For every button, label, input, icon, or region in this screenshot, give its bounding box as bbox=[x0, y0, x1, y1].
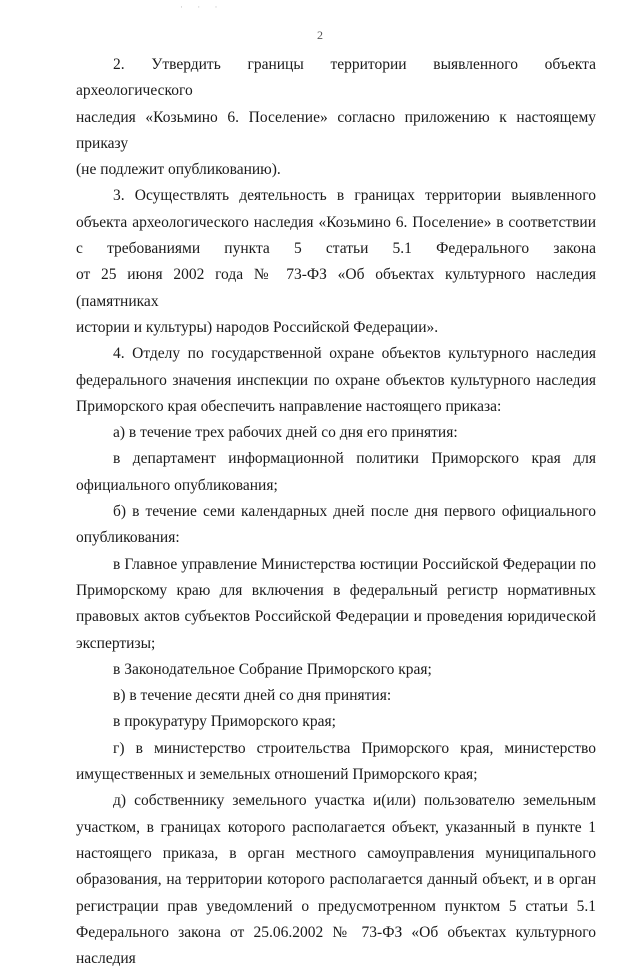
text-line: настоящего приказа, в орган местного самоуправления муниципального bbox=[76, 844, 596, 862]
text-line: 2. Утвердить границы территории выявленного объекта археологического bbox=[76, 56, 596, 100]
text-line: а) в течение трех рабочих дней со дня его принятия: bbox=[113, 424, 458, 442]
text-line: экспертизы; bbox=[76, 634, 156, 652]
text-line: регистрации прав уведомлений о предусмотренном пунктом 5 статьи 5.1 bbox=[76, 897, 596, 915]
text-line: Приморскому краю для включения в федеральный регистр нормативных bbox=[76, 581, 596, 599]
text-line: Федерального закона от 25.06.2002 № 73-ФЗ «Об объектах культурного наследия bbox=[76, 923, 596, 968]
text-line: в прокуратуру Приморского края; bbox=[113, 713, 336, 731]
text-line: в Главное управление Министерства юстиции Российской Федерации по bbox=[113, 555, 596, 573]
text-line: (не подлежит опубликованию). bbox=[76, 161, 281, 179]
scan-marks: · · · bbox=[180, 2, 224, 12]
text-line: объекта археологического наследия «Козьмино 6. Поселение» в соответствии bbox=[76, 213, 596, 231]
text-line: в Законодательное Собрание Приморского края; bbox=[113, 660, 432, 678]
text-line: г) в министерство строительства Приморского края, министерство bbox=[113, 739, 596, 757]
paragraph-p4 bbox=[76, 341, 596, 420]
text-line: наследия «Козьмино 6. Поселение» согласно приложению к настоящему приказу bbox=[76, 108, 596, 152]
page-number: 2 bbox=[317, 28, 323, 42]
text-line: от 25 июня 2002 года № 73-ФЗ «Об объектах культурного наследия (памятниках bbox=[76, 266, 596, 310]
paragraph-p3 bbox=[76, 183, 596, 341]
paragraph-p4c bbox=[76, 683, 596, 709]
document-body bbox=[76, 52, 596, 972]
text-line: опубликования: bbox=[76, 529, 180, 547]
text-line: 4. Отделу по государственной охране объектов культурного наследия bbox=[113, 345, 596, 363]
paragraph-p4d bbox=[76, 736, 596, 789]
text-line: образования, на территории которого располагается данный объект, и в орган bbox=[76, 871, 596, 889]
text-line: правовых актов субъектов Российской Федерации и проведения юридической bbox=[76, 608, 596, 626]
text-line: Приморского края обеспечить направление настоящего приказа: bbox=[76, 397, 502, 415]
paragraph-p4b1 bbox=[76, 552, 596, 657]
text-line: б) в течение семи календарных дней после дня первого официального bbox=[113, 503, 596, 521]
text-line: федерального значения инспекции по охране объектов культурного наследия bbox=[76, 371, 596, 389]
text-line: в) в течение десяти дней со дня принятия: bbox=[113, 687, 392, 705]
text-line: 3. Осуществлять деятельность в границах территории выявленного bbox=[113, 187, 596, 205]
paragraph-p4a bbox=[76, 420, 596, 446]
text-line: участком, в границах которого располагается объект, указанный в пункте 1 bbox=[76, 818, 596, 836]
text-line: в департамент информационной политики Приморского края для bbox=[113, 450, 596, 468]
text-line: истории и культуры) народов Российской Федерации». bbox=[76, 318, 439, 336]
text-line: с требованиями пункта 5 статьи 5.1 Федерального закона bbox=[76, 240, 596, 258]
paragraph-p4b2 bbox=[76, 657, 596, 683]
text-line: д) собственнику земельного участка и(или) пользователю земельным bbox=[113, 792, 596, 810]
text-line: официального опубликования; bbox=[76, 476, 278, 494]
paragraph-p4a1 bbox=[76, 446, 596, 499]
paragraph-p2 bbox=[76, 52, 596, 183]
paragraph-p4e bbox=[76, 788, 596, 972]
text-line: имущественных и земельных отношений Приморского края; bbox=[76, 766, 478, 784]
paragraph-p4c1 bbox=[76, 709, 596, 735]
paragraph-p4b bbox=[76, 499, 596, 552]
